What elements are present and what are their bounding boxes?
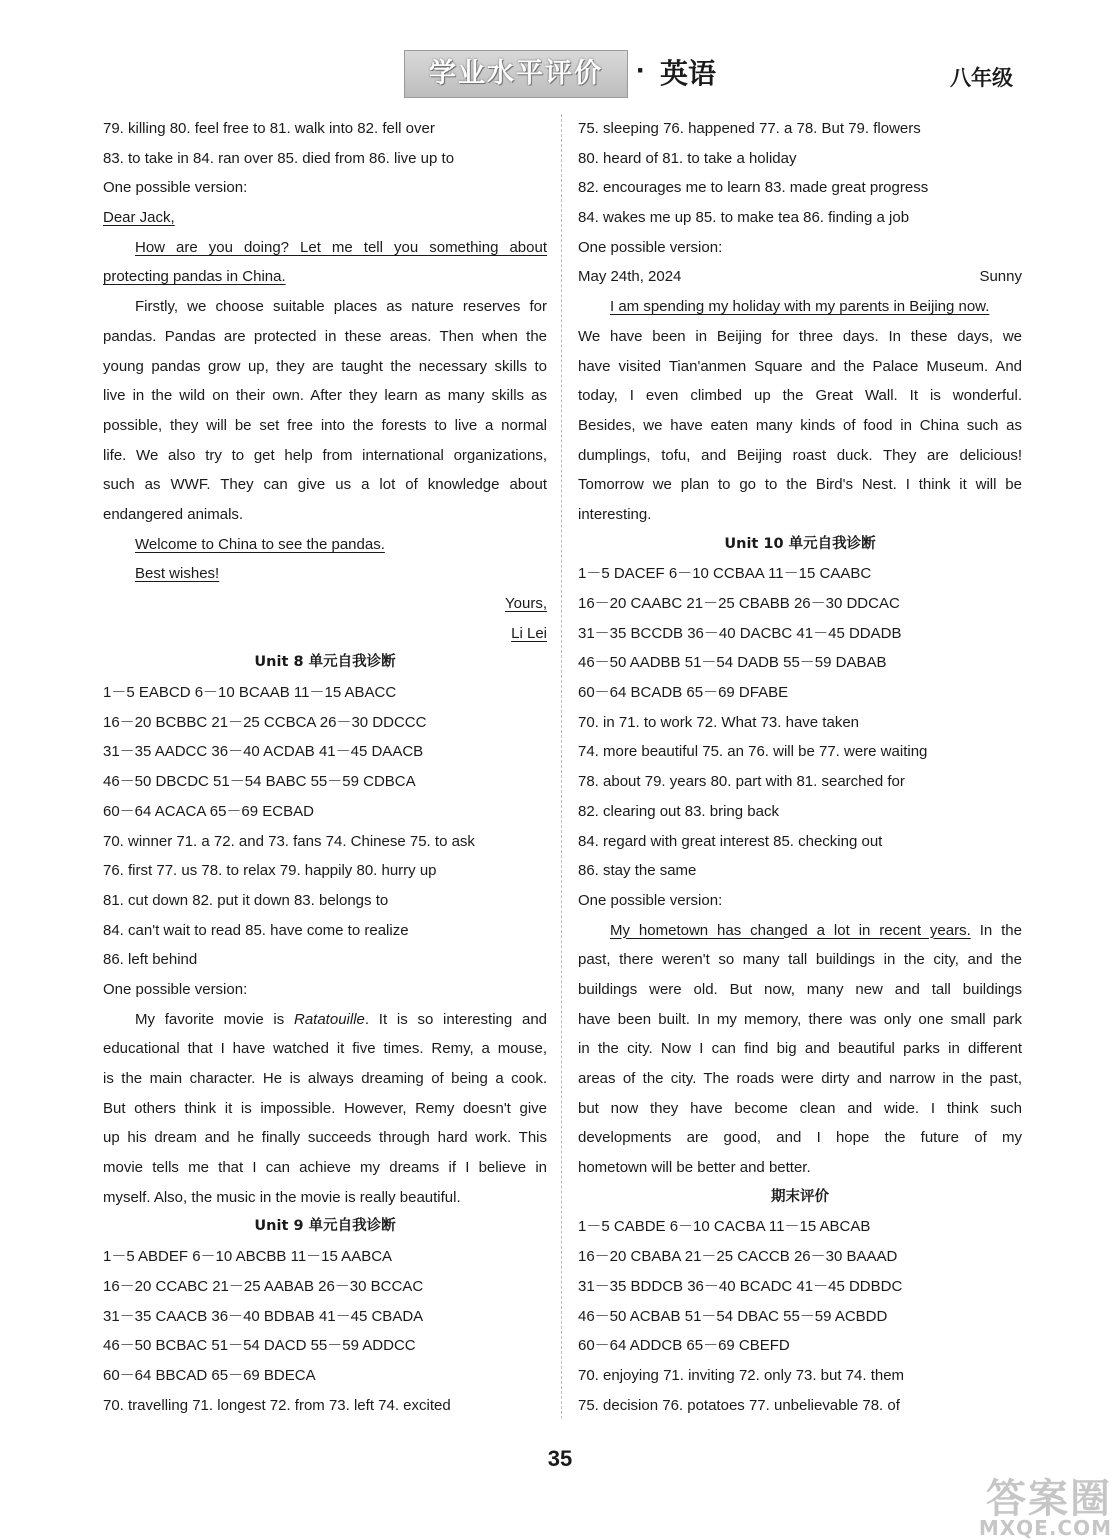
section-heading-unit9: Unit 9 单元自我诊断 — [254, 1218, 396, 1235]
answer-line: One possible version: — [103, 179, 248, 197]
letter-body-line: pandas. Pandas are protected in these areas. Then when the — [103, 327, 547, 345]
answer-line: 16－20 CCABC 21－25 AABAB 26－30 BCCAC — [103, 1277, 424, 1295]
page-number: 35 — [547, 1446, 573, 1471]
answer-line: 80. heard of 81. to take a holiday — [578, 149, 797, 167]
answer-line: 79. killing 80. feel free to 81. walk into 82. fell over — [103, 120, 435, 137]
section-heading-final: 期末评价 — [771, 1188, 829, 1205]
essay-topic-sentence: My hometown has changed a lot in recent years. — [610, 921, 971, 939]
essay-line: developments are good, and I hope the future of my — [578, 1129, 1022, 1147]
essay-line: hometown will be better and better. — [578, 1159, 811, 1177]
answer-line: 60－64 BBCAD 65－69 BDECA — [103, 1366, 316, 1384]
subject-label: 英语 — [660, 57, 717, 90]
answer-line: 82. clearing out 83. bring back — [578, 802, 779, 820]
letter-opening: protecting pandas in China. — [103, 268, 286, 286]
letter-opening: How are you doing? Let me tell you something about — [135, 238, 547, 256]
essay-line: educational that I have watched it five times. Remy, a mouse, — [103, 1040, 547, 1058]
watermark-logo — [932, 1476, 1112, 1540]
diary-line: Tomorrow we plan to go to the Bird's Nest. I think it will be — [578, 476, 1022, 494]
title-separator: · — [636, 54, 646, 87]
answer-line: 75. decision 76. potatoes 77. unbelievable 78. of — [578, 1396, 900, 1414]
answer-line: 84. regard with great interest 85. checking out — [578, 832, 883, 850]
diary-line: have visited Tian'anmen Square and the Palace Museum. And — [578, 357, 1022, 375]
diary-line: Besides, we have eaten many kinds of food in China such as — [578, 416, 1022, 434]
answer-line: 46－50 DBCDC 51－54 BABC 55－59 CDBCA — [103, 773, 416, 791]
answer-line: 70. travelling 71. longest 72. from 73. left 74. excited — [103, 1396, 451, 1414]
letter-signature: Li Lei — [511, 624, 547, 642]
answer-line: 82. encourages me to learn 83. made great progress — [578, 179, 929, 197]
answer-line: 31－35 AADCC 36－40 ACDAB 41－45 DAACB — [103, 743, 424, 761]
answer-line: 1－5 CABDE 6－10 CACBA 11－15 ABCAB — [578, 1218, 871, 1236]
answer-line: 1－5 DACEF 6－10 CCBAA 11－15 CAABC — [578, 565, 872, 583]
letter-body-line: Firstly, we choose suitable places as nature reserves for — [135, 298, 547, 316]
answer-line: 31－35 BCCDB 36－40 DACBC 41－45 DDADB — [578, 624, 902, 642]
diary-line: today, I even climbed up the Great Wall. It is wonderful. — [578, 387, 1022, 405]
right-column — [578, 114, 1022, 1420]
answer-line: 60－64 BCADB 65－69 DFABE — [578, 684, 789, 702]
book-title: 学业水平评价 — [404, 50, 628, 98]
answer-line: 76. first 77. us 78. to relax 79. happily 80. hurry up — [103, 862, 437, 880]
answer-line: 1－5 ABDEF 6－10 ABCBB 11－15 AABCA — [103, 1248, 393, 1266]
watermark-url: MXQE.COM — [978, 1516, 1112, 1540]
answer-line: 70. in 71. to work 72. What 73. have taken — [578, 713, 860, 731]
essay-line: but now they have become clean and wide. I think such — [578, 1099, 1022, 1117]
answer-line: 60－64 ADDCB 65－69 CBEFD — [578, 1337, 790, 1355]
letter-greeting: Dear Jack, — [103, 209, 175, 227]
letter-body-line: possible, they will be set free into the forests to live a normal — [103, 416, 547, 434]
diary-header — [578, 262, 1022, 292]
letter-yours: Yours, — [505, 595, 547, 612]
essay-line: have been built. In my memory, there was only one small park — [578, 1010, 1022, 1028]
answer-line: 70. enjoying 71. inviting 72. only 73. but 74. them — [578, 1366, 905, 1384]
diary-line: interesting. — [578, 505, 652, 523]
answer-line: One possible version: — [103, 980, 248, 998]
essay-line: is the main character. He is always dreaming of being a cook. — [103, 1070, 547, 1087]
watermark-text: 答案圈 — [986, 1476, 1112, 1522]
answer-line: 16－20 CBABA 21－25 CACCB 26－30 BAAAD — [578, 1248, 898, 1266]
diary-weather: Sunny — [979, 268, 1022, 286]
answer-line: 46－50 AADBB 51－54 DADB 55－59 DABAB — [578, 654, 887, 672]
answer-line: 1－5 EABCD 6－10 BCAAB 11－15 ABACC — [103, 684, 397, 702]
diary-date: May 24th, 2024 — [578, 268, 682, 286]
page-header — [0, 50, 1120, 100]
essay-line: in the city. Now I can find big and beautiful parks in different — [578, 1040, 1022, 1058]
answer-line: 31－35 BDDCB 36－40 BCADC 41－45 DDBDC — [578, 1277, 903, 1295]
essay-line: past, there weren't so many tall buildings in the city, and the — [578, 951, 1022, 969]
answer-line: 16－20 BCBBC 21－25 CCBCA 26－30 DDCCC — [103, 713, 427, 731]
letter-body-line: endangered animals. — [103, 505, 244, 523]
essay-line: up his dream and he finally succeeds through hard work. This — [103, 1129, 547, 1147]
answer-line: 83. to take in 84. ran over 85. died from 86. live up to — [103, 149, 455, 167]
section-heading-unit10: Unit 10 单元自我诊断 — [724, 535, 876, 552]
essay-line: areas of the city. The roads were dirty and narrow in the past, — [578, 1070, 1022, 1087]
movie-title: Ratatouille — [294, 1010, 365, 1028]
answer-line: 70. winner 71. a 72. and 73. fans 74. Chinese 75. to ask — [103, 832, 475, 850]
grade-label: 八年级 — [950, 65, 1013, 90]
diary-opening: I am spending my holiday with my parents in Beijing now. — [610, 298, 990, 316]
left-column — [103, 114, 547, 1420]
answer-line: 46－50 ACBAB 51－54 DBAC 55－59 ACBDD — [578, 1307, 888, 1325]
essay-line: My favorite movie is Ratatouille. It is so interesting and — [135, 1010, 547, 1028]
letter-closing: Welcome to China to see the pandas. — [135, 535, 385, 553]
letter-body-line: live in the wild on their own. After they learn as many skills as — [103, 387, 547, 405]
answer-line: 81. cut down 82. put it down 83. belongs to — [103, 891, 389, 909]
answer-line: 16－20 CAABC 21－25 CBABB 26－30 DDCAC — [578, 595, 900, 612]
letter-wishes: Best wishes! — [135, 565, 220, 583]
essay-line: But others think it is impossible. However, Remy doesn't give — [103, 1099, 547, 1117]
answer-line: 31－35 CAACB 36－40 BDBAB 41－45 CBADA — [103, 1307, 424, 1325]
answer-line: 78. about 79. years 80. part with 81. searched for — [578, 773, 905, 791]
diary-line: We have been in Beijing for three days. In these days, we — [578, 327, 1022, 345]
answer-line: One possible version: — [578, 891, 723, 909]
answer-line: 74. more beautiful 75. an 76. will be 77. were waiting — [578, 743, 928, 761]
essay-line: My hometown has changed a lot in recent years. In the — [610, 921, 1022, 939]
letter-body-line: life. We also try to get help from international organizations, — [103, 446, 547, 464]
letter-body-line: young pandas grow up, they are taught the necessary skills to — [103, 357, 547, 375]
answer-line: 60－64 ACACA 65－69 ECBAD — [103, 802, 314, 820]
answer-line: 75. sleeping 76. happened 77. a 78. But 79. flowers — [578, 120, 921, 137]
essay-line: myself. Also, the music in the movie is really beautiful. — [103, 1188, 461, 1206]
section-heading-unit8: Unit 8 单元自我诊断 — [254, 654, 396, 671]
answer-line: 86. stay the same — [578, 862, 697, 880]
answer-line: 86. left behind — [103, 951, 198, 969]
letter-body-line: such as WWF. They can give us a lot of knowledge about — [103, 476, 547, 494]
essay-line: movie tells me that I can achieve my dreams if I believe in — [103, 1159, 547, 1177]
column-divider — [561, 114, 562, 1419]
answer-line: 46－50 BCBAC 51－54 DACD 55－59 ADDCC — [103, 1337, 416, 1355]
answer-line: One possible version: — [578, 238, 723, 256]
essay-line: buildings were old. But now, many new and tall buildings — [578, 980, 1022, 998]
answer-line: 84. can't wait to read 85. have come to realize — [103, 921, 409, 939]
diary-line: dumplings, tofu, and Beijing roast duck. They are delicious! — [578, 446, 1022, 464]
answer-line: 84. wakes me up 85. to make tea 86. finding a job — [578, 209, 910, 227]
